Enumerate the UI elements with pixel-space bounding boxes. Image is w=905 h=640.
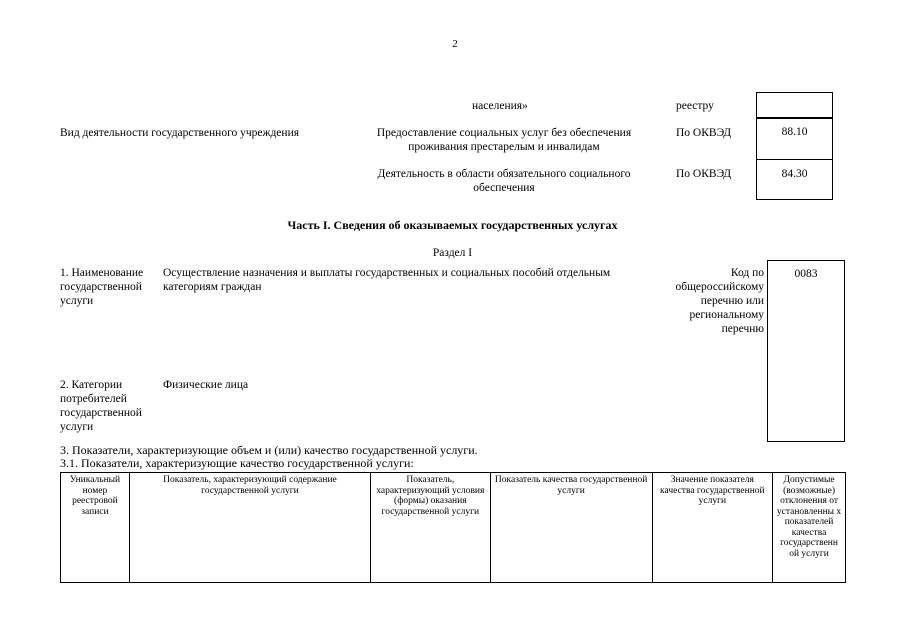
consumers-value: Физические лица (163, 379, 249, 391)
activity-2-text: Деятельность в области обязательного социального обеспечения (377, 168, 631, 194)
activity-1-text: Предоставление социальных услуг без обеспечения проживания престарелым и инвалидам (376, 127, 632, 153)
header-quality-value: Значение показателя качества государственной услуги (652, 473, 772, 583)
header-conditions-indicator: Показатель, характеризующий условия (формы) оказания государственной услуги (371, 473, 491, 583)
table-header-row (61, 473, 846, 583)
activity-2-okved-label: По ОКВЭД (676, 168, 732, 180)
quality-heading: 3.1. Показатели, характеризующие качество государственной услуги: (60, 456, 414, 470)
row0-code-box (756, 92, 833, 118)
page-number: 2 (452, 38, 458, 50)
header-content-indicator: Показатель, характеризующий содержание государственной услуги (129, 473, 370, 583)
indicators-heading: 3. Показатели, характеризующие объем и (или) качество государственной услуги. (60, 443, 478, 457)
section-title: Раздел I (432, 247, 473, 259)
row0-label: реестру (676, 100, 714, 112)
service-code-value: 0083 (767, 260, 845, 442)
header-quality-indicator: Показатель качества государственной услуги (490, 473, 652, 583)
service-name-label: 1. Наименование государственной услуги (60, 267, 144, 307)
activity-1-okved-label: По ОКВЭД (676, 127, 732, 139)
header-allowed-deviations: Допустимые (возможные) отклонения от установленны х показателей качества государственн ой услуги (773, 473, 846, 583)
part-title: Часть I. Сведения об оказываемых государственных услугах (287, 218, 618, 232)
row0-text: населения» (472, 100, 528, 112)
header-registry-number: Уникальный номер реестровой записи (61, 473, 130, 583)
consumers-label: 2. Категории потребителей государственной услуги (60, 379, 142, 433)
activity-1-code: 88.10 (756, 118, 833, 160)
service-code-label: Код по общероссийскому перечню или региональному перечню (675, 267, 764, 335)
activity-2-code: 84.30 (756, 159, 833, 200)
quality-indicators-table (60, 472, 846, 583)
activity-label: Вид деятельности государственного учреждения (60, 127, 300, 139)
service-name-value: Осуществление назначения и выплаты государственных и социальных пособий отдельным категориям граждан (163, 267, 611, 293)
